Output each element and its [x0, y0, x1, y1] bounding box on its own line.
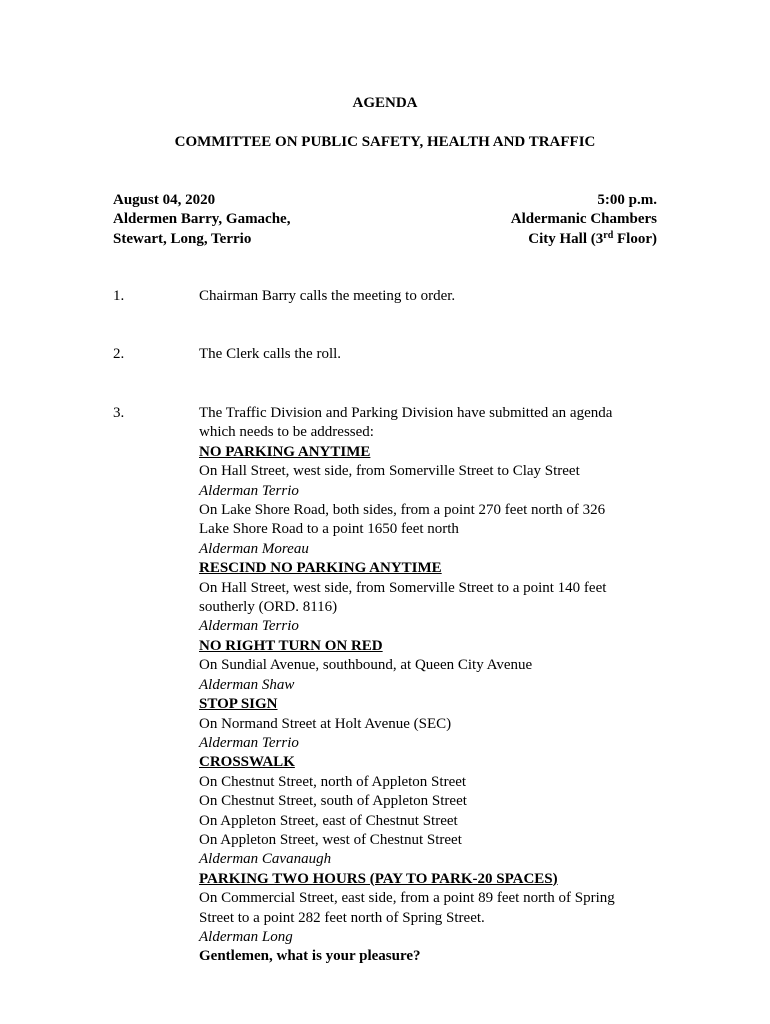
item-2-number: 2.	[113, 346, 125, 362]
sponsor-name: Alderman Long	[199, 928, 293, 945]
sponsor-name: Alderman Terrio	[199, 734, 299, 751]
item-3-intro: which needs to be addressed:	[199, 424, 374, 441]
meeting-location: City Hall (3rd Floor)	[528, 229, 657, 247]
sponsor-name: Alderman Terrio	[199, 482, 299, 499]
section-line: On Normand Street at Holt Avenue (SEC)	[199, 715, 452, 732]
closing-question: Gentlemen, what is your pleasure?	[199, 948, 421, 965]
section-line: On Chestnut Street, south of Appleton Street	[199, 793, 467, 810]
section-heading: PARKING TWO HOURS (PAY TO PARK-20 SPACES)	[199, 870, 558, 887]
section-line: On Hall Street, west side, from Somerville Street to Clay Street	[199, 463, 580, 480]
meeting-time: 5:00 p.m.	[597, 192, 657, 208]
meeting-place: Aldermanic Chambers	[510, 211, 657, 228]
section-heading: RESCIND NO PARKING ANYTIME	[199, 560, 442, 577]
section-line: On Lake Shore Road, both sides, from a point 270 feet north of 326	[199, 502, 606, 519]
section-line: On Appleton Street, west of Chestnut Street	[199, 831, 462, 848]
item-3-intro: The Traffic Division and Parking Division have submitted an agenda	[199, 405, 613, 421]
item-2-text: The Clerk calls the roll.	[199, 346, 342, 362]
sponsor-name: Alderman Shaw	[199, 676, 295, 693]
sponsor-name: Alderman Cavanaugh	[199, 851, 332, 868]
item-1-text: Chairman Barry calls the meeting to order.	[199, 288, 456, 304]
item-1-number: 1.	[113, 288, 125, 304]
section-heading: CROSSWALK	[199, 754, 295, 771]
section-line: On Appleton Street, east of Chestnut Street	[199, 812, 458, 829]
section-heading: NO PARKING ANYTIME	[199, 443, 371, 460]
meeting-date: August 04, 2020	[113, 192, 216, 208]
section-line: On Hall Street, west side, from Somerville Street to a point 140 feet	[199, 579, 607, 596]
committee-members-line-1: Aldermen Barry, Gamache,	[113, 211, 291, 228]
section-heading: STOP SIGN	[199, 696, 278, 713]
section-heading: NO RIGHT TURN ON RED	[199, 637, 383, 654]
section-line: On Sundial Avenue, southbound, at Queen City Avenue	[199, 657, 533, 674]
section-line: Lake Shore Road to a point 1650 feet north	[199, 521, 459, 538]
meeting-info-left	[113, 191, 290, 249]
item-3-number: 3.	[113, 405, 125, 421]
meeting-info-right	[511, 191, 657, 249]
section-line: On Commercial Street, east side, from a point 89 feet north of Spring	[199, 890, 615, 907]
item-3-body	[199, 404, 669, 967]
agenda-title: AGENDA	[352, 95, 418, 111]
sponsor-name: Alderman Terrio	[199, 618, 299, 635]
section-line: On Chestnut Street, north of Appleton Street	[199, 773, 467, 790]
section-line: southerly (ORD. 8116)	[199, 599, 338, 616]
sponsor-name: Alderman Moreau	[199, 540, 309, 557]
section-line: Street to a point 282 feet north of Spring Street.	[199, 909, 485, 926]
committee-members-line-2: Stewart, Long, Terrio	[113, 230, 252, 247]
committee-name: COMMITTEE ON PUBLIC SAFETY, HEALTH AND TRAFFIC	[174, 134, 596, 150]
